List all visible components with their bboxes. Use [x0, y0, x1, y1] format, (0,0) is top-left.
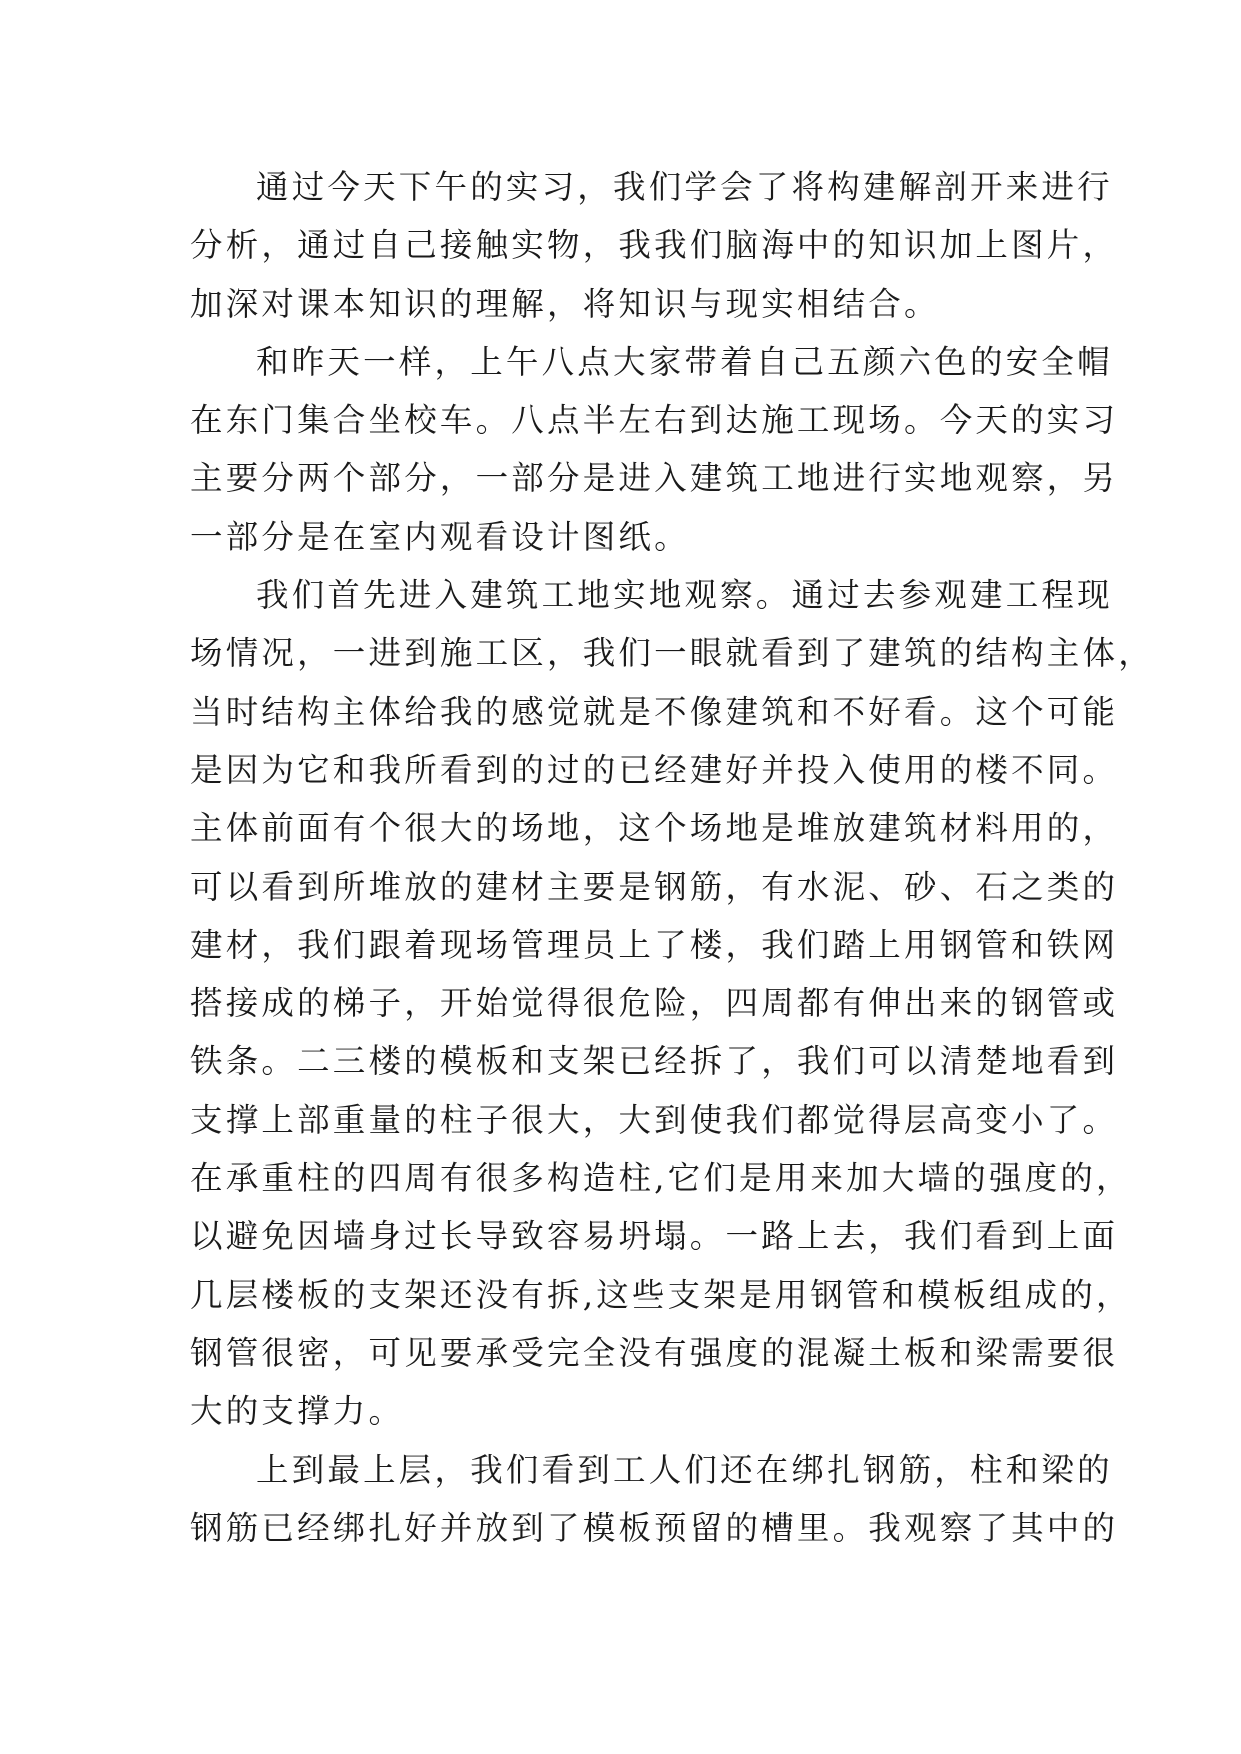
- text-line: 建材，我们跟着现场管理员上了楼，我们踏上用钢管和铁网: [190, 925, 1119, 964]
- text-line: 主要分两个部分，一部分是进入建筑工地进行实地观察，另: [190, 459, 1119, 498]
- text-line: 一部分是在室内观看设计图纸。: [190, 517, 690, 556]
- text-line: 我们首先进入建筑工地实地观察。通过去参观建工程现: [256, 576, 1113, 615]
- paragraph-4: [190, 1441, 1119, 1558]
- text-line: 是因为它和我所看到的过的已经建好并投入使用的楼不同。: [190, 750, 1119, 789]
- text-line: 分析，通过自己接触实物，我我们脑海中的知识加上图片，: [190, 226, 1119, 265]
- text-line: 主体前面有个很大的场地，这个场地是堆放建筑材料用的，: [190, 809, 1119, 848]
- body-text: [190, 158, 1154, 1557]
- paragraph-1: [190, 158, 1119, 333]
- text-line: 铁条。二三楼的模板和支架已经拆了，我们可以清楚地看到: [190, 1042, 1119, 1081]
- text-line: 支撑上部重量的柱子很大，大到使我们都觉得层高变小了。: [190, 1100, 1119, 1139]
- paragraph-2: [190, 333, 1119, 566]
- text-line: 当时结构主体给我的感觉就是不像建筑和不好看。这个可能: [190, 692, 1119, 731]
- text-line: 搭接成的梯子，开始觉得很危险，四周都有伸出来的钢管或: [190, 984, 1119, 1023]
- text-line: 大的支撑力。: [190, 1392, 405, 1431]
- text-line: 通过今天下午的实习，我们学会了将构建解剖开来进行: [256, 168, 1113, 206]
- text-line: 在东门集合坐校车。八点半左右到达施工现场。今天的实习: [190, 401, 1119, 440]
- text-line: 场情况，一进到施工区，我们一眼就看到了建筑的结构主体，: [190, 634, 1154, 673]
- text-line: 和昨天一样，上午八点大家带着自己五颜六色的安全帽: [256, 342, 1113, 381]
- text-line: 几层楼板的支架还没有拆,这些支架是用钢管和模板组成的，: [190, 1275, 1132, 1314]
- text-line: 钢筋已经绑扎好并放到了模板预留的槽里。我观察了其中的: [190, 1508, 1119, 1547]
- text-line: 在承重柱的四周有很多构造柱,它们是用来加大墙的强度的，: [190, 1159, 1132, 1198]
- paragraph-3: [190, 566, 1154, 1440]
- text-line: 可以看到所堆放的建材主要是钢筋，有水泥、砂、石之类的: [190, 867, 1119, 906]
- text-line: 钢管很密，可见要承受完全没有强度的混凝土板和梁需要很: [190, 1333, 1119, 1372]
- text-line: 上到最上层，我们看到工人们还在绑扎钢筋，柱和梁的: [256, 1450, 1113, 1489]
- text-line: 加深对课本知识的理解，将知识与现实相结合。: [190, 284, 940, 323]
- text-line: 以避免因墙身过长导致容易坍塌。一路上去，我们看到上面: [190, 1217, 1119, 1256]
